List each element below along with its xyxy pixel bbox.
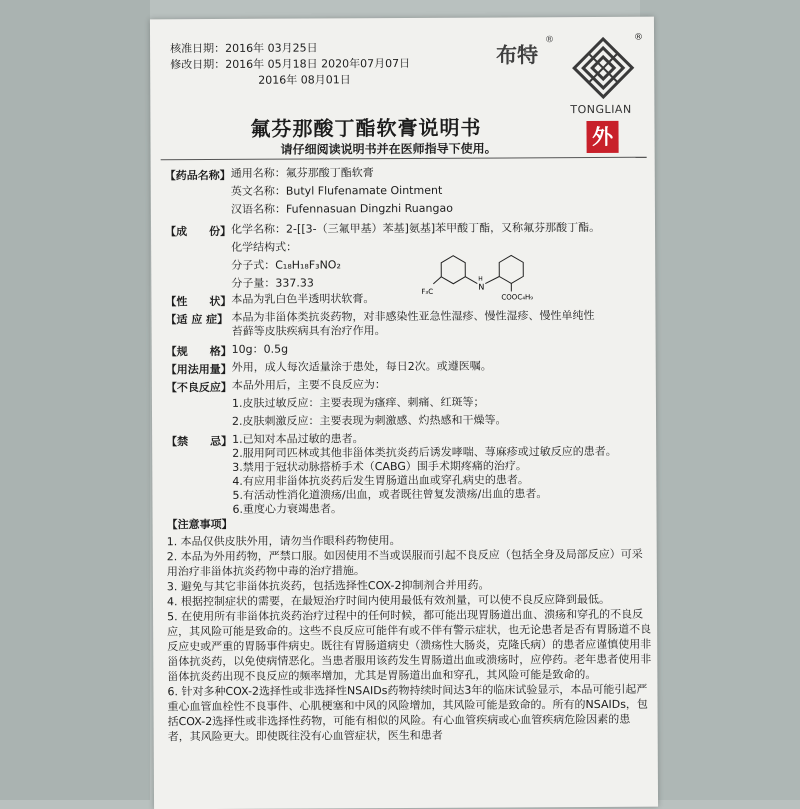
brand-name: 布特 (496, 39, 538, 69)
precautions-section (167, 515, 652, 745)
usage-text: 外用，成人每次适量涂于患处，每日2次。或遵医嘱。 (232, 360, 492, 375)
precaution-2: 2. 本品为外用药物，严禁口服。如因使用不当或误服而引起不良反应（包括全身及局部反应）可采用治疗非甾体抗炎药物中毒的治疗措施。 (167, 547, 651, 580)
indications-label: 【适 应 症】 (165, 311, 228, 327)
struct-ester: COOC₄H₉ (501, 293, 533, 301)
revision-date-2: 2016年 08月01日 (170, 72, 410, 89)
adverse-label: 【不良反应】 (166, 379, 232, 395)
brand-registered-mark: ® (545, 35, 554, 45)
struct-nh-h: H (478, 276, 483, 283)
indications-line-2: 苔藓等皮肤疾病具有治疗作用。 (232, 324, 386, 339)
background-right (640, 0, 800, 800)
ingredients-label: 【成 份】 (165, 223, 231, 239)
revision-date: 修改日期：2016年 05月18日 2020年07月07日 (170, 56, 410, 73)
structure-label: 化学结构式： (231, 241, 297, 255)
adverse-item-2: 2.皮肤刺激反应：主要表现为刺激感、灼热感和干燥等。 (232, 413, 507, 428)
precautions-label: 【注意事项】 (167, 515, 651, 533)
struct-nh-n: N (478, 283, 484, 292)
molecular-formula: 分子式：C₁₈H₁₈F₃NO₂ (231, 258, 341, 273)
document-subtitle: 请仔细阅读说明书并在医师指导下使用。 (281, 140, 497, 158)
chemical-name: 化学名称：2-[[3-（三氟甲基）苯基]氨基]苯甲酸丁酯，又称氟芬那酸丁酯。 (231, 221, 600, 237)
precaution-1: 1. 本品仅供皮肤外用，请勿当作眼科药物使用。 (167, 532, 651, 550)
struct-cf3: F₃C (421, 288, 433, 296)
properties-text: 本品为乳白色半透明状软膏。 (231, 292, 374, 307)
precaution-3: 3. 避免与其它非甾体抗炎药，包括选择性COX-2抑制剂合并用药。 (167, 577, 651, 595)
logo-registered-mark: ® (634, 33, 643, 43)
approval-date: 核准日期：2016年 03月25日 (170, 40, 410, 57)
contra-item-1: 1.已知对本品过敏的患者。 (232, 432, 364, 447)
date-block (170, 40, 410, 89)
usage-label: 【用法用量】 (166, 361, 232, 377)
english-name: 英文名称：Butyl Flufenamate Ointment (231, 184, 442, 199)
precaution-6: 6. 针对多种COX-2选择性或非选择性NSAIDs药物持续时间达3年的临床试验显示，本品可能引起严重心血管血栓性不良事件、心肌梗塞和中风的风险增加，其风险可能是致命的。所有的NSAIDs，包括COX-2选择性或非选择性药物，可能有相似的风险。有心血管疾病或心血管疾病危险因素的患者，其风险更大。即使既往没有心血管症状，医生和患者 (167, 682, 651, 745)
precaution-5: 5. 在使用所有非甾体抗炎药治疗过程中的任何时候，都可能出现胃肠道出血、溃疡和穿孔的不良反应，其风险可能是致命的。这些不良反应可能伴有或不伴有警示症状，也无论患者是否有胃肠道不良反应史或严重的胃肠事件病史。既往有胃肠道病史（溃疡性大肠炎，克隆氏病）的患者应谨慎使用非甾体抗炎药，以免使病情恶化。当患者服用该药发生胃肠道出血或溃疡时，应停药。老年患者使用非甾体抗炎药出现不良反应的频率增加，尤其是胃肠道出血和穿孔，其风险可能是致命的。 (167, 607, 651, 685)
divider (161, 157, 647, 161)
chemical-structure-icon (421, 249, 551, 302)
spec-text: 10g：0.5g (232, 343, 289, 357)
contra-item-2: 2.服用阿司匹林或其他非甾体类抗炎药后诱发哮喘、荨麻疹或过敏反应的患者。 (232, 445, 617, 461)
molecular-weight: 分子量：337.33 (231, 276, 314, 290)
contra-item-4: 4.有应用非甾体抗炎药后发生胃肠道出血或穿孔病史的患者。 (232, 473, 529, 489)
leaflet-page (150, 17, 658, 809)
adverse-item-1: 1.皮肤过敏反应：主要表现为瘙痒、刺痛、红斑等； (232, 396, 485, 411)
precaution-4: 4. 根据控制症状的需要，在最短治疗时间内使用最低有效剂量，可以使不良反应降到最低。 (167, 592, 651, 610)
external-use-mark: 外 (586, 121, 618, 153)
adverse-intro: 本品外用后，主要不良反应为： (232, 378, 386, 393)
contra-item-3: 3.禁用于冠状动脉搭桥手术（CABG）围手术期疼痛的治疗。 (232, 459, 527, 475)
spec-label: 【规 格】 (166, 343, 232, 359)
drug-name-label: 【药品名称】 (165, 167, 231, 183)
document-title: 氟芬那酸丁酯软膏说明书 (250, 112, 481, 142)
contra-item-5: 5.有活动性消化道溃疡/出血，或者既往曾复发溃疡/出血的患者。 (232, 487, 547, 503)
indications-line-1: 本品为非甾体类抗炎药物，对非感染性亚急性湿疹、慢性湿疹、慢性单纯性 (231, 309, 594, 325)
generic-name: 通用名称：氟芬那酸丁酯软膏 (231, 166, 374, 181)
contra-label: 【禁 忌】 (166, 433, 232, 449)
properties-label: 【性 状】 (165, 293, 231, 309)
logo-text: TONGLIAN (570, 103, 631, 116)
tonglian-logo-icon (570, 35, 636, 101)
contra-item-6: 6.重度心力衰竭患者。 (232, 502, 342, 517)
pinyin-name: 汉语名称：Fufennasuan Dingzhi Ruangao (231, 202, 453, 217)
background-left (0, 0, 150, 800)
